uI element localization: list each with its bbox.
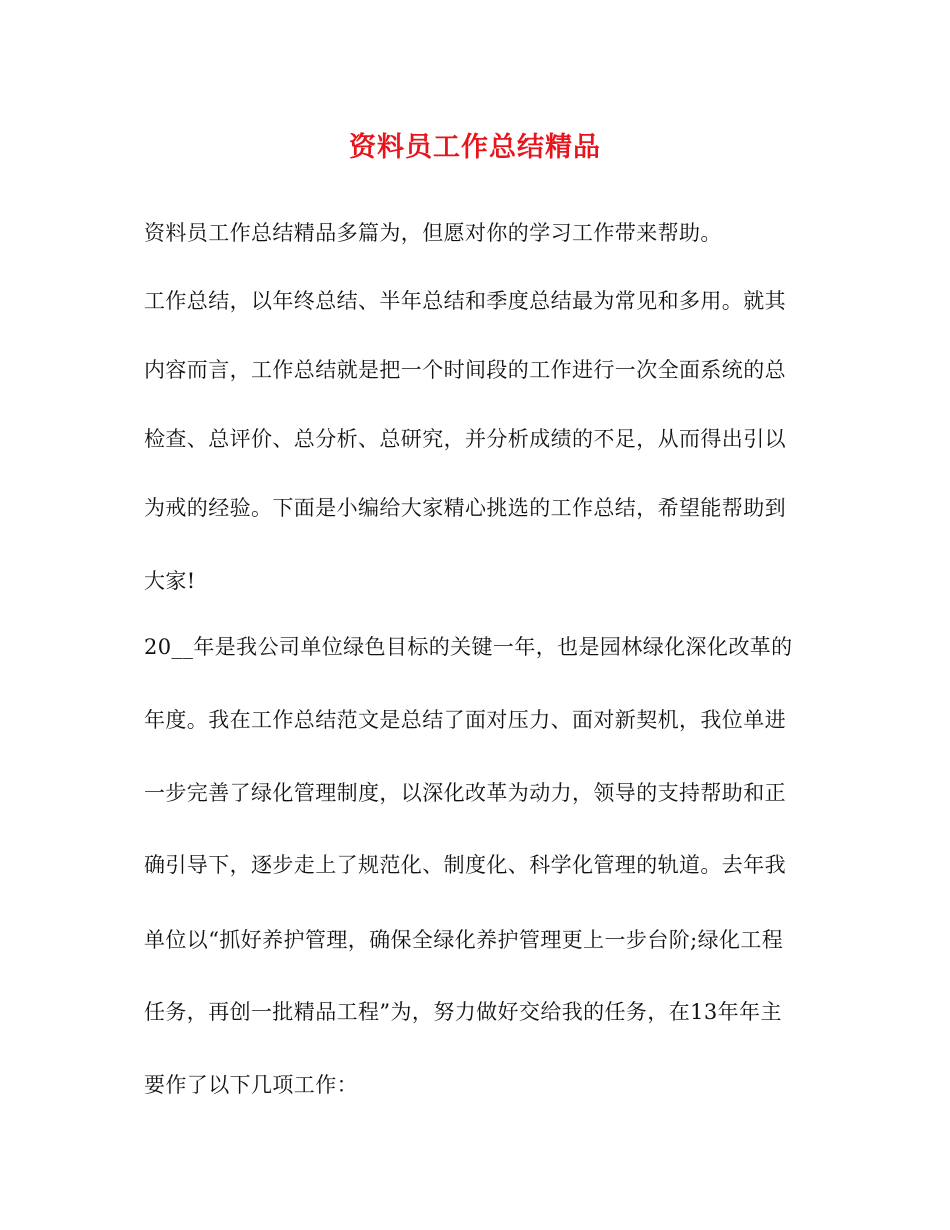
intro-line: 资料员工作总结精品多篇为，但愿对你的学习工作带来帮助。 [144, 221, 722, 245]
paragraph1-line-3: 检查、总评价、总分析、总研究，并分析成绩的不足，从而得出引以 [144, 427, 786, 451]
paragraph1-line-1: 工作总结，以年终总结、半年总结和季度总结最为常见和多用。就其 [144, 289, 786, 313]
paragraph2-line-5: 单位以“抓好养护管理，确保全绿化养护管理更上一步台阶;绿化工程 [144, 928, 784, 952]
paragraph2-line-7: 要作了以下几项工作： [144, 1073, 358, 1097]
paragraph2-line-1: 20__年是我公司单位绿色目标的关键一年，也是园林绿化深化改革的 [144, 635, 793, 659]
paragraph2-line-4: 确引导下，逐步走上了规范化、制度化、科学化管理的轨道。去年我 [144, 853, 786, 877]
paragraph2-line-3: 一步完善了绿化管理制度，以深化改革为动力，领导的支持帮助和正 [144, 781, 786, 805]
paragraph1-line-2: 内容而言，工作总结就是把一个时间段的工作进行一次全面系统的总 [144, 358, 786, 382]
document-title: 资料员工作总结精品 [349, 132, 601, 163]
paragraph2-line-6: 任务，再创一批精品工程”为，努力做好交给我的任务，在13年年主 [144, 1000, 782, 1024]
paragraph1-line-4: 为戒的经验。下面是小编给大家精心挑选的工作总结，希望能帮助到 [144, 496, 786, 520]
paragraph2-line-2: 年度。我在工作总结范文是总结了面对压力、面对新契机，我位单进 [144, 708, 786, 732]
paragraph1-line-5: 大家! [144, 569, 196, 593]
